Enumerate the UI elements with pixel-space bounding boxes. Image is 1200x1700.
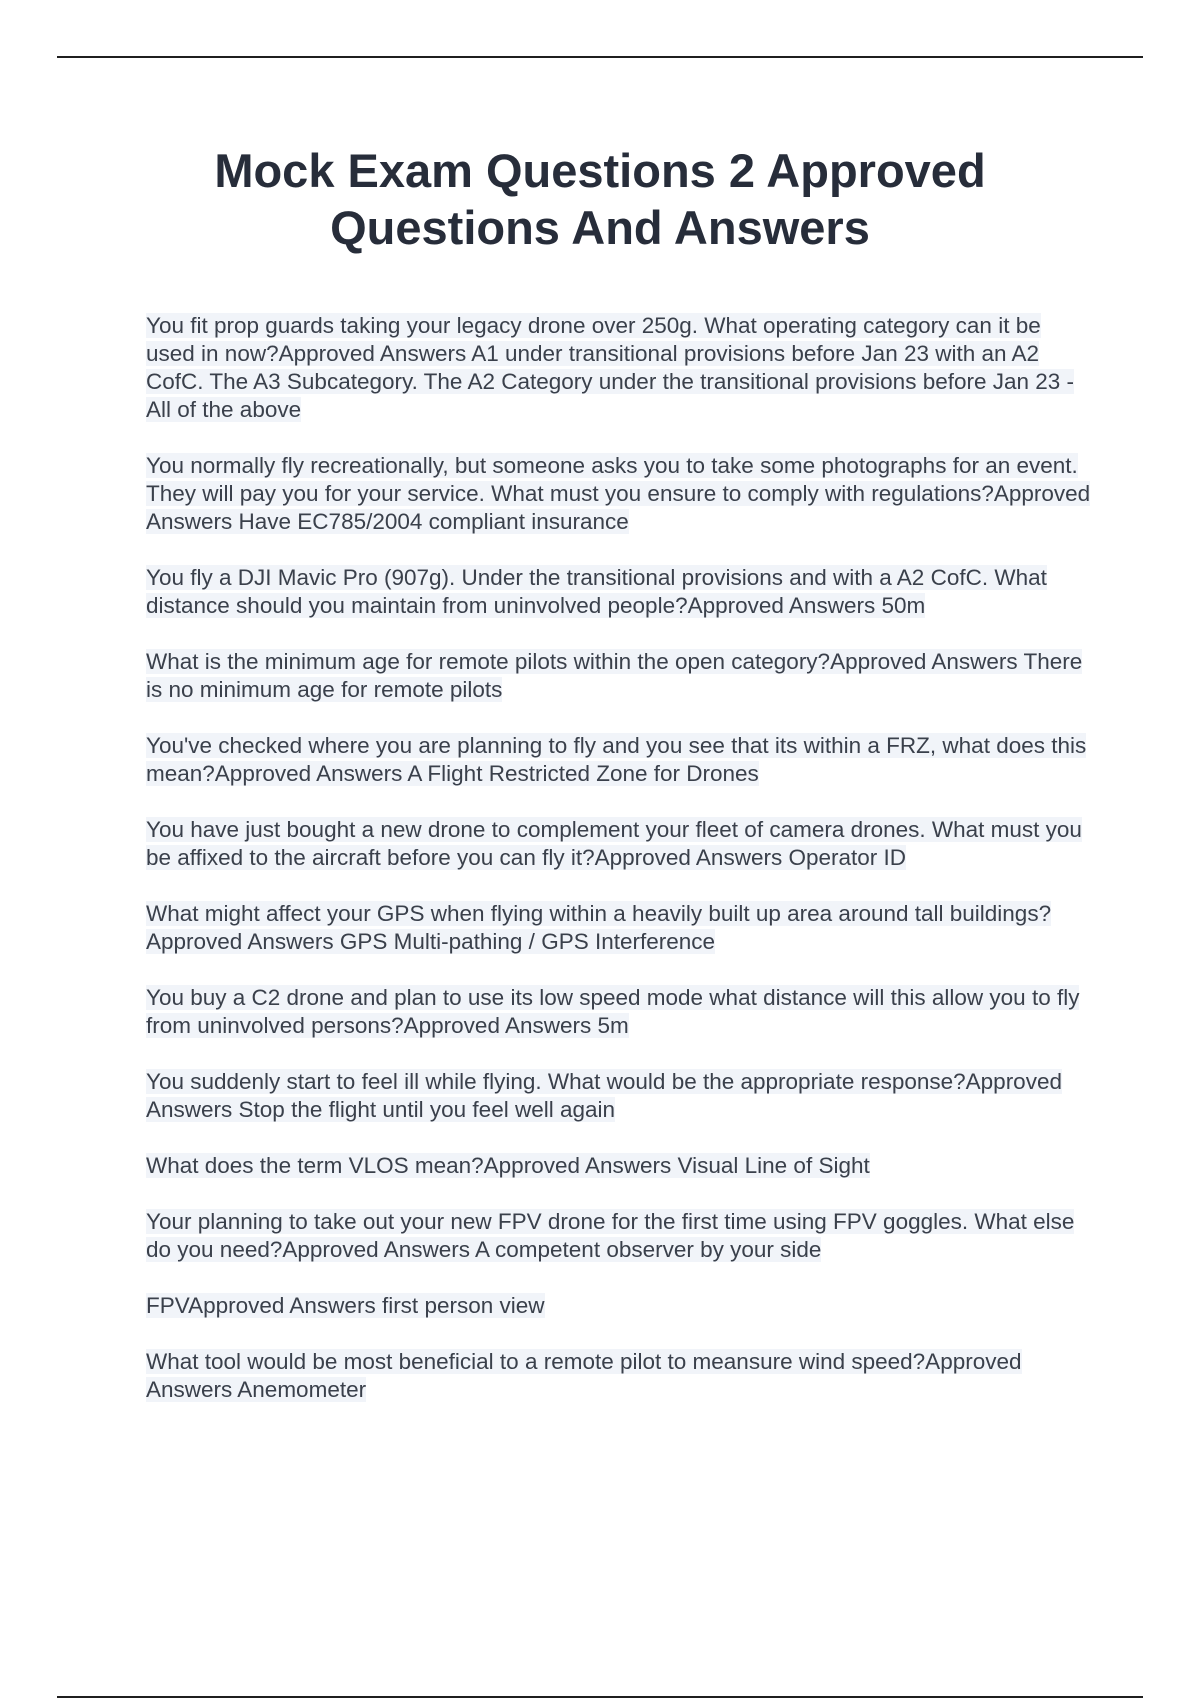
qa-item bbox=[146, 452, 1092, 536]
qa-text: You normally fly recreationally, but someone asks you to take some photographs for an event. They will pay you for your service. What must you ensure to comply with regulations?Approved Answers Have EC785/2004 compliant insurance bbox=[146, 453, 1091, 534]
qa-item bbox=[146, 900, 1092, 956]
qa-item bbox=[146, 564, 1092, 620]
qa-text: What tool would be most beneficial to a remote pilot to meansure wind speed?Approved Answers Anemometer bbox=[146, 1349, 1022, 1402]
top-rule bbox=[57, 56, 1143, 58]
qa-text: You suddenly start to feel ill while flying. What would be the appropriate response?Approved Answers Stop the flight until you feel well again bbox=[146, 1069, 1062, 1122]
qa-item bbox=[146, 648, 1092, 704]
qa-item bbox=[146, 1292, 1092, 1320]
qa-text: You have just bought a new drone to complement your fleet of camera drones. What must you be affixed to the aircraft before you can fly it?Approved Answers Operator ID bbox=[146, 817, 1082, 870]
qa-list bbox=[146, 312, 1092, 1432]
qa-item bbox=[146, 1152, 1092, 1180]
qa-text: What is the minimum age for remote pilots within the open category?Approved Answers There is no minimum age for remote pilots bbox=[146, 649, 1083, 702]
qa-item bbox=[146, 984, 1092, 1040]
qa-item bbox=[146, 1208, 1092, 1264]
qa-text: What might affect your GPS when flying within a heavily built up area around tall buildings?Approved Answers GPS Multi-pathing / GPS Interference bbox=[146, 901, 1052, 954]
qa-item bbox=[146, 816, 1092, 872]
qa-item bbox=[146, 1348, 1092, 1404]
qa-text: Your planning to take out your new FPV drone for the first time using FPV goggles. What else do you need?Approved Answers A competent observer by your side bbox=[146, 1209, 1075, 1262]
qa-item bbox=[146, 312, 1092, 424]
qa-text: What does the term VLOS mean?Approved Answers Visual Line of Sight bbox=[146, 1153, 870, 1178]
qa-item bbox=[146, 1068, 1092, 1124]
qa-text: FPVApproved Answers first person view bbox=[146, 1293, 545, 1318]
qa-text: You fly a DJI Mavic Pro (907g). Under the transitional provisions and with a A2 CofC. What distance should you maintain from uninvolved people?Approved Answers 50m bbox=[146, 565, 1047, 618]
qa-text: You've checked where you are planning to fly and you see that its within a FRZ, what does this mean?Approved Answers A Flight Restricted Zone for Drones bbox=[146, 733, 1087, 786]
qa-text: You fit prop guards taking your legacy drone over 250g. What operating category can it be used in now?Approved Answers A1 under transitional provisions before Jan 23 with an A2 CofC. The A3 Subcategory. The A2 Category under the transitional provisions before Jan 23 - All of the above bbox=[146, 313, 1075, 422]
qa-text: You buy a C2 drone and plan to use its low speed mode what distance will this allow you to fly from uninvolved persons?Approved Answers 5m bbox=[146, 985, 1080, 1038]
qa-item bbox=[146, 732, 1092, 788]
bottom-rule bbox=[57, 1696, 1143, 1698]
page-title: Mock Exam Questions 2 Approved Questions And Answers bbox=[214, 144, 986, 254]
